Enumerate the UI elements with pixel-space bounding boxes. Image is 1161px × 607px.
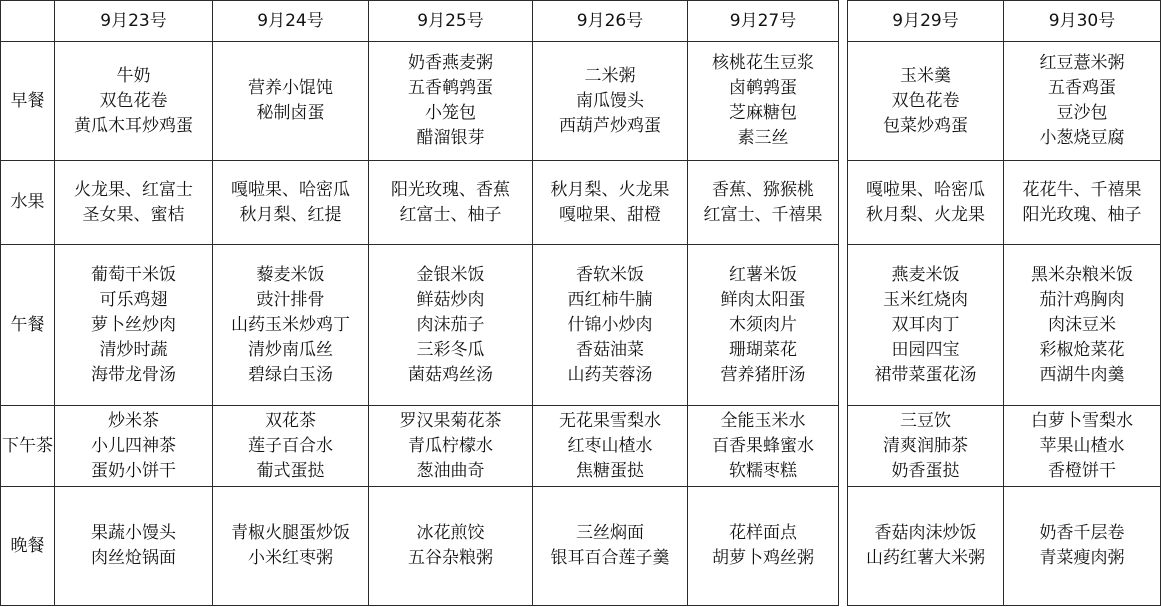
menu-item: 阳光玫瑰、柚子 [1022,204,1142,225]
menu-item: 青椒火腿蛋炒饭 [231,523,350,543]
menu-item: 三豆饮 [900,410,951,431]
date-header: 9月24号 [213,1,369,42]
menu-item: 葡式蛋挞 [256,460,325,481]
menu-cell [533,406,688,487]
menu-cell [55,161,213,245]
menu-item: 三彩冬瓜 [416,339,485,360]
meal-label: 晚餐 [1,487,55,606]
menu-item: 红薯米饭 [729,264,797,285]
date-header: 9月29号 [848,1,1004,42]
menu-item: 双色花卷 [99,90,168,111]
menu-item: 可乐鸡翅 [99,289,168,310]
menu-cell [688,406,839,487]
menu-item: 西红柿牛腩 [567,289,653,310]
menu-item: 西葫芦炒鸡蛋 [559,115,661,136]
menu-item: 肉沫茄子 [416,314,485,335]
menu-item: 山药芙蓉汤 [567,364,653,385]
menu-item: 阳光玫瑰、香蕉 [391,179,510,200]
menu-item: 胡萝卜鸡丝粥 [712,548,814,568]
menu-item: 裙带菜蛋花汤 [874,364,977,385]
menu-item: 素三丝 [737,128,789,148]
menu-item: 香蕉、猕猴桃 [712,179,814,200]
meal-row-breakfast [1,42,1161,161]
menu-cell [848,161,1004,245]
menu-item: 葱油曲奇 [416,460,485,481]
menu-cell [213,406,369,487]
menu-item: 蛋奶小饼干 [91,460,176,481]
menu-cell [848,406,1004,487]
menu-item: 秘制卤蛋 [256,103,325,123]
menu-cell [213,487,369,606]
menu-item: 卤鹌鹑蛋 [729,78,797,98]
menu-item: 香菇油菜 [576,339,644,360]
menu-item: 红豆薏米粥 [1039,53,1125,73]
menu-item: 玉米羹 [900,65,951,86]
menu-item: 玉米红烧肉 [883,289,968,310]
menu-item: 秋月梨、红提 [239,204,342,225]
column-gap [839,245,848,406]
column-gap [839,487,848,606]
menu-item: 无花果雪梨水 [559,410,661,431]
menu-item: 秋月梨、火龙果 [866,204,985,225]
menu-item: 小米红枣粥 [248,548,333,568]
menu-cell [369,487,533,606]
menu-item: 山药红薯大米粥 [866,548,985,568]
date-header: 9月30号 [1004,1,1161,42]
menu-item: 萝卜丝炒肉 [91,314,176,335]
menu-item: 双耳肉丁 [891,314,960,335]
menu-cell [369,42,533,161]
menu-item: 南瓜馒头 [576,90,644,111]
menu-item: 鲜菇炒肉 [416,289,485,310]
menu-item: 圣女果、蜜桔 [82,204,185,225]
corner-cell [1,1,55,42]
column-gap [839,42,848,161]
menu-item: 碧绿白玉汤 [248,364,333,385]
menu-item: 什锦小炒肉 [567,314,653,335]
date-header: 9月26号 [533,1,688,42]
menu-item: 清炒时蔬 [99,339,168,360]
menu-item: 香橙饼干 [1048,460,1116,481]
column-gap [839,161,848,245]
menu-item: 炒米茶 [108,410,159,431]
menu-item: 醋溜银芽 [416,128,485,148]
menu-item: 豆沙包 [1056,103,1108,123]
menu-cell [369,406,533,487]
menu-item: 冰花煎饺 [416,523,485,543]
menu-cell [688,487,839,606]
menu-cell [688,161,839,245]
menu-item: 黄瓜木耳炒鸡蛋 [74,115,193,136]
menu-item: 田园四宝 [891,339,960,360]
menu-item: 苹果山楂水 [1039,435,1125,456]
menu-cell [1004,161,1161,245]
menu-cell [1004,406,1161,487]
menu-cell [369,245,533,406]
meal-row-afternoon-tea [1,406,1161,487]
column-gap [839,1,848,42]
menu-item: 肉沫豆米 [1048,314,1116,335]
menu-item: 双色花卷 [891,90,960,111]
menu-item: 红枣山楂水 [567,435,653,456]
menu-item: 西湖牛肉羹 [1039,364,1125,385]
menu-item: 全能玉米水 [720,410,806,431]
menu-item: 藜麦米饭 [256,264,325,285]
menu-item: 银耳百合莲子羹 [550,548,670,568]
menu-item: 青菜瘦肉粥 [1039,548,1125,568]
menu-item: 奶香燕麦粥 [408,53,493,73]
date-header: 9月23号 [55,1,213,42]
menu-cell [848,42,1004,161]
menu-item: 秋月梨、火龙果 [550,179,670,200]
menu-cell [688,42,839,161]
menu-item: 菌菇鸡丝汤 [408,364,493,385]
meal-label: 午餐 [1,245,55,406]
menu-item: 三丝焖面 [576,523,644,543]
menu-item: 果蔬小馒头 [91,523,176,543]
menu-cell [213,245,369,406]
menu-item: 小笼包 [425,103,476,123]
meal-label: 下午茶 [1,406,55,487]
menu-cell [1004,245,1161,406]
menu-item: 肉丝炝锅面 [91,548,176,568]
menu-item: 木须肉片 [729,314,797,335]
menu-cell [533,161,688,245]
menu-item: 鲜肉太阳蛋 [720,289,806,310]
menu-cell [1004,487,1161,606]
menu-cell [369,161,533,245]
menu-item: 清爽润肺茶 [883,435,968,456]
meal-row-dinner [1,487,1161,606]
menu-item: 白萝卜雪梨水 [1031,410,1133,431]
menu-item: 嘎啦果、哈密瓜 [231,179,350,200]
menu-item: 小儿四神茶 [91,435,176,456]
menu-cell [533,42,688,161]
menu-item: 嘎啦果、甜橙 [559,204,661,225]
meal-label: 水果 [1,161,55,245]
date-header: 9月27号 [688,1,839,42]
date-header-row [1,1,1161,42]
meal-label: 早餐 [1,42,55,161]
menu-item: 红富士、千禧果 [703,204,823,225]
meal-row-lunch [1,245,1161,406]
menu-cell [533,487,688,606]
menu-item: 五香鸡蛋 [1048,78,1116,98]
menu-item: 双花茶 [265,410,316,431]
menu-item: 花花牛、千禧果 [1022,179,1142,200]
menu-cell [688,245,839,406]
menu-cell [55,245,213,406]
menu-item: 百香果蜂蜜水 [712,435,814,456]
menu-item: 营养猪肝汤 [720,364,806,385]
menu-item: 五谷杂粮粥 [408,548,493,568]
menu-item: 奶香蛋挞 [891,460,960,481]
menu-item: 海带龙骨汤 [91,364,176,385]
menu-cell [213,42,369,161]
menu-item: 包菜炒鸡蛋 [883,115,968,136]
menu-item: 香菇肉沫炒饭 [874,523,977,543]
date-header: 9月25号 [369,1,533,42]
menu-item: 火龙果、红富士 [74,179,193,200]
menu-item: 金银米饭 [416,264,485,285]
menu-item: 黑米杂粮米饭 [1031,264,1133,285]
menu-item: 红富士、柚子 [399,204,502,225]
menu-cell [848,487,1004,606]
menu-item: 焦糖蛋挞 [576,460,644,481]
menu-item: 葡萄干米饭 [91,264,176,285]
menu-item: 花样面点 [729,523,797,543]
menu-cell [1004,42,1161,161]
menu-item: 清炒南瓜丝 [248,339,333,360]
menu-cell [55,42,213,161]
menu-cell [213,161,369,245]
menu-item: 彩椒炝菜花 [1039,339,1125,360]
menu-item: 莲子百合水 [248,435,333,456]
menu-cell [848,245,1004,406]
menu-item: 二米粥 [584,65,636,86]
menu-item: 香软米饭 [576,264,644,285]
menu-item: 五香鹌鹑蛋 [408,78,493,98]
menu-item: 芝麻糖包 [729,103,797,123]
meal-row-fruit [1,161,1161,245]
menu-item: 山药玉米炒鸡丁 [231,314,350,335]
menu-item: 珊瑚菜花 [729,339,797,360]
menu-item: 青瓜柠檬水 [408,435,493,456]
menu-item: 豉汁排骨 [256,289,325,310]
menu-item: 罗汉果菊花茶 [399,410,502,431]
menu-cell [55,406,213,487]
menu-item: 奶香千层卷 [1039,523,1125,543]
column-gap [839,406,848,487]
menu-item: 嘎啦果、哈密瓜 [866,179,985,200]
menu-item: 营养小馄饨 [248,78,333,98]
menu-item: 小葱烧豆腐 [1039,128,1125,148]
menu-item: 牛奶 [116,65,151,86]
menu-item: 茄汁鸡胸肉 [1039,289,1125,310]
menu-item: 软糯枣糕 [729,460,797,481]
menu-item: 燕麦米饭 [891,264,960,285]
menu-cell [55,487,213,606]
menu-item: 核桃花生豆浆 [712,53,814,73]
menu-cell [533,245,688,406]
